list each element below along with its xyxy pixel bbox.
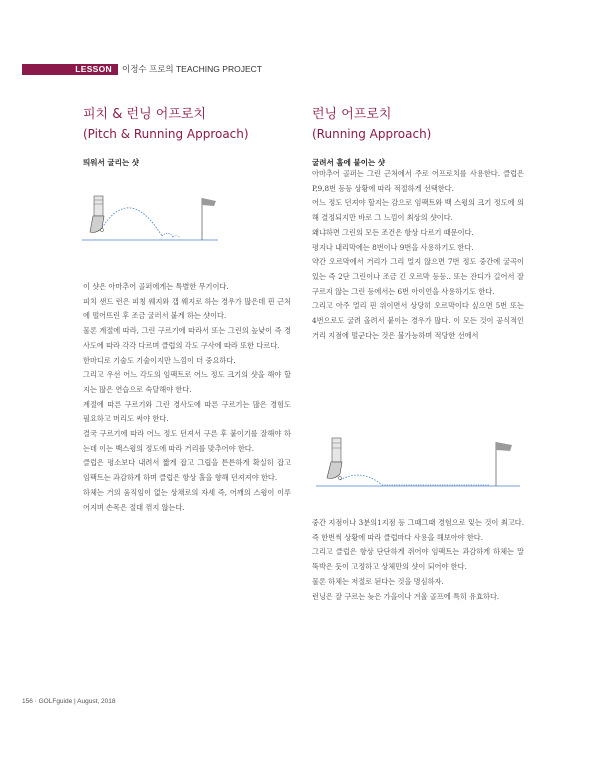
right-body-bottom bbox=[312, 516, 524, 604]
left-title-ko: 피치 & 런닝 어프로치 bbox=[83, 107, 206, 122]
left-paragraph: 클럽은 평소보다 내려서 짧게 잡고 그립을 튼튼하게 확실히 잡고 임팩트는 과감하게 하며 클럽은 항상 홀을 향해 던져져야 한다. bbox=[83, 458, 291, 483]
right-paragraph: 물론 하체는 저절로 된다는 것을 명심하자. bbox=[312, 576, 444, 586]
club-icon bbox=[90, 196, 104, 233]
right-title-en: (Running Approach) bbox=[312, 127, 432, 141]
ball-flight-arc bbox=[340, 475, 382, 485]
flag-icon bbox=[496, 442, 512, 486]
page-header bbox=[22, 64, 600, 75]
right-subhead: 굴려서 홀에 붙이는 샷 bbox=[312, 158, 386, 167]
right-paragraph: 약간 오르막에서 거리가 그리 멀지 않으면 7번 정도 중간에 굴곡이 있는 즉 2단 그린이나 조금 긴 오르막 등등.. 또는 잔디가 길어서 잘 구르지 않는 그린 등에서는 6번 아이언을 사용하기도 한다. bbox=[312, 257, 524, 296]
header-subtitle: 이정수 프로의 TEACHING PROJECT bbox=[122, 64, 262, 74]
ball-bounce-arc bbox=[162, 233, 173, 237]
right-paragraph: 아마추어 골퍼는 그린 근처에서 주로 어프로치를 사용한다. 클럽은 P,9,8번 등등 상황에 따라 적절하게 선택한다. bbox=[312, 169, 524, 193]
left-paragraph: 계절에 따른 구르기와 그린 경사도에 따른 구르기는 많은 경험도 필요하고 머리도 써야 한다. bbox=[83, 399, 291, 424]
left-paragraph: 이 샷은 아마추어 골퍼에게는 특별한 무기이다. bbox=[83, 282, 229, 291]
section-label: LESSON bbox=[75, 64, 112, 74]
left-paragraph: 한마디로 기술도 기술이지만 느낌이 더 중요하다. bbox=[83, 355, 236, 365]
right-paragraph: 그리고 아주 멀리 핀 위이면서 상당히 오르막이다 싶으면 5번 또는 4번으로도 굴려 올려서 붙이는 경우가 많다. 이 모든 것이 공식적인 거리 지점에 떨군다는 것은 불가능하며 적당한 선에서 bbox=[312, 301, 524, 340]
right-paragraph: 그리고 클럽은 항상 단단하게 쥐어야 임팩트는 과감하게 하체는 말뚝박은 듯이 고정하고 상체만의 샷이 되어야 한다. bbox=[312, 547, 524, 572]
left-paragraph: 결국 구르기에 따라 어느 정도 던져서 구른 후 붙이기를 잘해야 하는데 이는 백스윙의 정도에 따라 거리를 맞추어야 한다. bbox=[83, 429, 291, 453]
left-paragraph: 피치 샌드 런은 피칭 웨지와 갭 웨지로 하는 경우가 많은데 핀 근처에 떨어뜨린 후 조금 굴러서 붙게 하는 샷이다. bbox=[83, 296, 291, 321]
right-paragraph: 중간 지점이나 3분의1지점 등 그때그때 경험으로 잊는 것이 최고다. 즉 한번씩 상황에 따라 클럽마다 사용을 해보아야 한다. bbox=[312, 518, 524, 542]
ball-icon bbox=[100, 228, 103, 231]
ball-icon bbox=[338, 476, 341, 479]
left-subhead: 띄워서 굴리는 샷 bbox=[83, 158, 139, 167]
page-footer: 156 · GOLFguide | August, 2018 bbox=[22, 698, 116, 705]
right-body-top bbox=[312, 167, 524, 343]
club-icon bbox=[327, 438, 342, 479]
right-title-ko: 런닝 어프로치 bbox=[312, 107, 392, 122]
pitch-and-run-illustration bbox=[80, 188, 220, 248]
flag-icon bbox=[202, 198, 216, 240]
left-paragraph: 물론 계절에 따라, 그린 구르기에 따라서 또는 그린의 높낮이 즉 경사도에 따라 각각 다르며 클럽의 각도 구사에 따라 또한 다르다. bbox=[83, 326, 291, 350]
right-paragraph: 왜냐하면 그린의 모든 조건은 항상 다르기 때문이다. bbox=[312, 227, 474, 237]
ball-flight-arc bbox=[102, 208, 162, 236]
right-paragraph: 어느 정도 던져야 할지는 감으로 임팩트와 백 스윙의 크기 정도에 의해 결정되지만 바로 그 느낌이 최상의 샷이다. bbox=[312, 198, 524, 223]
left-column bbox=[83, 105, 293, 143]
running-approach-illustration bbox=[312, 430, 524, 500]
ball-roll-arc bbox=[173, 236, 180, 238]
left-body bbox=[83, 280, 291, 515]
right-column bbox=[312, 105, 524, 143]
left-paragraph: 그리고 우선 어느 각도의 임팩트로 어느 정도 크기의 샷을 해야 할지는 많은 연습으로 숙달해야 한다. bbox=[83, 370, 291, 394]
left-paragraph: 하체는 거의 움직임이 없는 상채로의 자세 즉, 어깨의 스윙이 이루어지며 손목은 절대 꺾지 않는다. bbox=[83, 487, 291, 512]
right-paragraph: 평지나 내리막에는 8번이나 9번을 사용하기도 한다. bbox=[312, 242, 474, 252]
right-paragraph: 런닝은 잘 구르는 늦은 가을이나 겨울 골프에 특히 유효하다. bbox=[312, 591, 500, 601]
left-title-en: (Pitch & Running Approach) bbox=[83, 127, 249, 141]
section-label-box bbox=[22, 64, 118, 75]
